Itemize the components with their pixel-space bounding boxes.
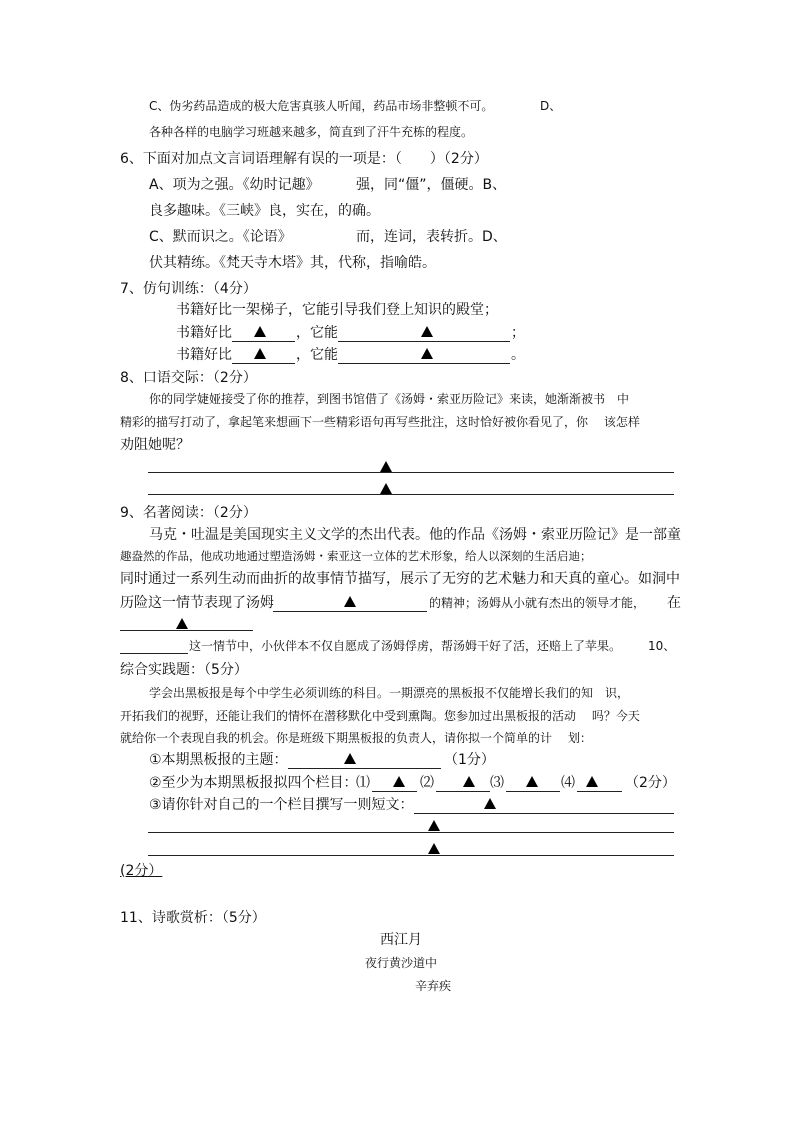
q6-option-b: 良多趣味。《三峡》良，实在，的确。	[149, 203, 380, 219]
q9-title: 9、名著阅读：（2分）	[120, 505, 257, 521]
poem-title: 西江月	[380, 932, 422, 948]
q10-column4-blank[interactable]	[577, 791, 622, 792]
q10-para-line2: 开拓我们的视野，还能让我们的情怀在潜移默化中受到熏陶。您参加过出黑板报的活动 吗？今天	[120, 709, 640, 723]
q10-column2-blank[interactable]	[436, 791, 490, 792]
blank-marker-icon	[254, 348, 266, 359]
q9-blank-episode-b[interactable]	[120, 653, 188, 654]
q8-para-line1: 你的同学婕娅接受了你的推荐，到图书馆借了《汤姆・索亚历险记》来读，她渐渐被书 中	[149, 392, 630, 406]
blank-marker-icon	[421, 326, 433, 337]
q6-option-d: 伏其精练。《梵天寺木塔》其，代称，指喻皓。	[149, 255, 436, 271]
q5-option-c: C、伪劣药品造成的极大危害真骇人听闻，药品市场非整顿不可。	[149, 99, 494, 113]
q10-essay-line2[interactable]	[148, 832, 674, 833]
q9-para-line4c: 在	[667, 595, 681, 611]
q10-essay-line3[interactable]	[148, 855, 674, 856]
poem-subtitle: 夜行黄沙道中	[364, 956, 437, 970]
blank-marker-icon	[586, 776, 598, 787]
q10-item2-label: ②至少为本期黑板报拟四个栏目：	[149, 775, 358, 791]
q9-blank-episode-a[interactable]	[120, 630, 253, 631]
q6-option-c-note: 而，连词，表转折。D、	[356, 229, 507, 245]
q9-para-line4a: 历险这一情节表现了汤姆	[120, 595, 274, 611]
q5-option-d: 各种各样的电脑学习班越来越多，简直到了汗牛充栋的程度。	[149, 125, 474, 139]
q8-title: 8、口语交际：（2分）	[120, 370, 257, 386]
q8-answer-line2[interactable]	[148, 494, 674, 495]
q9-para-line1: 马克・吐温是美国现实主义文学的杰出代表。他的作品《汤姆・索亚历险记》是一部童	[149, 527, 681, 543]
q10-column1-label: ⑴	[356, 775, 370, 791]
q8-answer-line1[interactable]	[148, 472, 674, 473]
q9-blank-spirit[interactable]	[273, 611, 427, 612]
blank-marker-icon	[393, 776, 405, 787]
q6-option-a: A、项为之强。《幼时记趣》	[149, 177, 320, 193]
q7-line1-blank2[interactable]	[338, 341, 510, 342]
q7-line1-prefix: 书籍好比	[176, 325, 232, 341]
q9-para-line3: 同时通过一系列生动而曲折的故事情节描写，展示了无穷的艺术魅力和天真的童心。如洞中	[120, 571, 680, 587]
q10-item3-label: ③请你针对自己的一个栏目撰写一则短文：	[149, 797, 414, 813]
q10-essay-line1[interactable]	[414, 813, 674, 814]
blank-marker-icon	[428, 843, 440, 854]
blank-marker-icon	[484, 798, 496, 809]
q6-title: 6、下面对加点文言词语理解有误的一项是：（ ）（2分）	[120, 151, 488, 167]
q10-column4-label: ⑷	[561, 775, 575, 791]
q9-para-line2: 趣盎然的作品，他成功地通过塑造汤姆・索亚这一立体的艺术形象，给人以深刻的生活启迪；	[120, 549, 592, 563]
blank-marker-icon	[421, 348, 433, 359]
q10-item1-label: ①本期黑板报的主题：	[149, 752, 288, 768]
blank-marker-icon	[254, 326, 266, 337]
q7-line2-end: 。	[511, 347, 525, 363]
q7-line1-end: ；	[511, 325, 525, 341]
q9-para-line6: 这一情节中，小伙伴本不仅自愿成了汤姆俘虏，帮汤姆干好了活，还赔上了苹果。	[189, 639, 622, 653]
q10-para-line1: 学会出黑板报是每个中学生必须训练的科目。一期漂亮的黑板报不仅能增长我们的知 识，	[149, 686, 630, 700]
blank-marker-icon	[176, 618, 188, 629]
q7-line2-mid: ，它能	[296, 347, 338, 363]
q7-line1-mid: ，它能	[296, 325, 338, 341]
blank-marker-icon	[463, 776, 475, 787]
q8-para-line2: 精彩的描写打动了，拿起笔来想画下一些精彩语句再写些批注，这时恰好被你看见了，你 该怎样	[120, 415, 640, 429]
q7-line2-prefix: 书籍好比	[176, 347, 232, 363]
q8-para-line3: 劝阻她呢？	[120, 437, 190, 453]
q7-line2-blank1[interactable]	[232, 363, 295, 364]
poem-author: 辛弃疾	[415, 979, 452, 993]
q10-column3-label: ⑶	[490, 775, 504, 791]
q10-item2-score: （2分）	[625, 775, 676, 791]
q10-title: 综合实践题：（5分）	[120, 662, 248, 678]
q10-column1-blank[interactable]	[372, 791, 417, 792]
q7-line1-blank1[interactable]	[232, 341, 295, 342]
blank-marker-icon	[428, 820, 440, 831]
blank-marker-icon	[526, 776, 538, 787]
blank-marker-icon	[380, 483, 392, 494]
q10-item1-score: （1分）	[444, 752, 495, 768]
q9-para-line4b: 的精神；汤姆从小就有杰出的领导才能，	[429, 596, 646, 610]
q11-title: 11、诗歌赏析：（5分）	[120, 910, 266, 926]
q7-title: 7、仿句训练：（4分）	[120, 281, 257, 297]
q10-theme-blank[interactable]	[288, 768, 441, 769]
blank-marker-icon	[344, 753, 356, 764]
blank-marker-icon	[344, 596, 356, 607]
q10-column3-blank[interactable]	[506, 791, 560, 792]
q7-line2-blank2[interactable]	[338, 363, 510, 364]
q10-item3-score: (2分）	[120, 863, 163, 879]
q10-para-line3: 就给你一个表现自我的机会。你是班级下期黑板报的负责人，请你拟一个简单的计 划：	[120, 731, 592, 745]
q10-number: 10、	[648, 639, 676, 653]
q10-column2-label: ⑵	[420, 775, 434, 791]
q5-option-d-label: D、	[540, 99, 562, 113]
q6-option-c: C、默而识之。《论语》	[149, 229, 292, 245]
blank-marker-icon	[380, 461, 392, 472]
q6-option-a-note: 强，同“僵”，僵硬。B、	[356, 177, 507, 193]
q7-model-sentence: 书籍好比一架梯子，它能引导我们登上知识的殿堂；	[176, 302, 498, 318]
